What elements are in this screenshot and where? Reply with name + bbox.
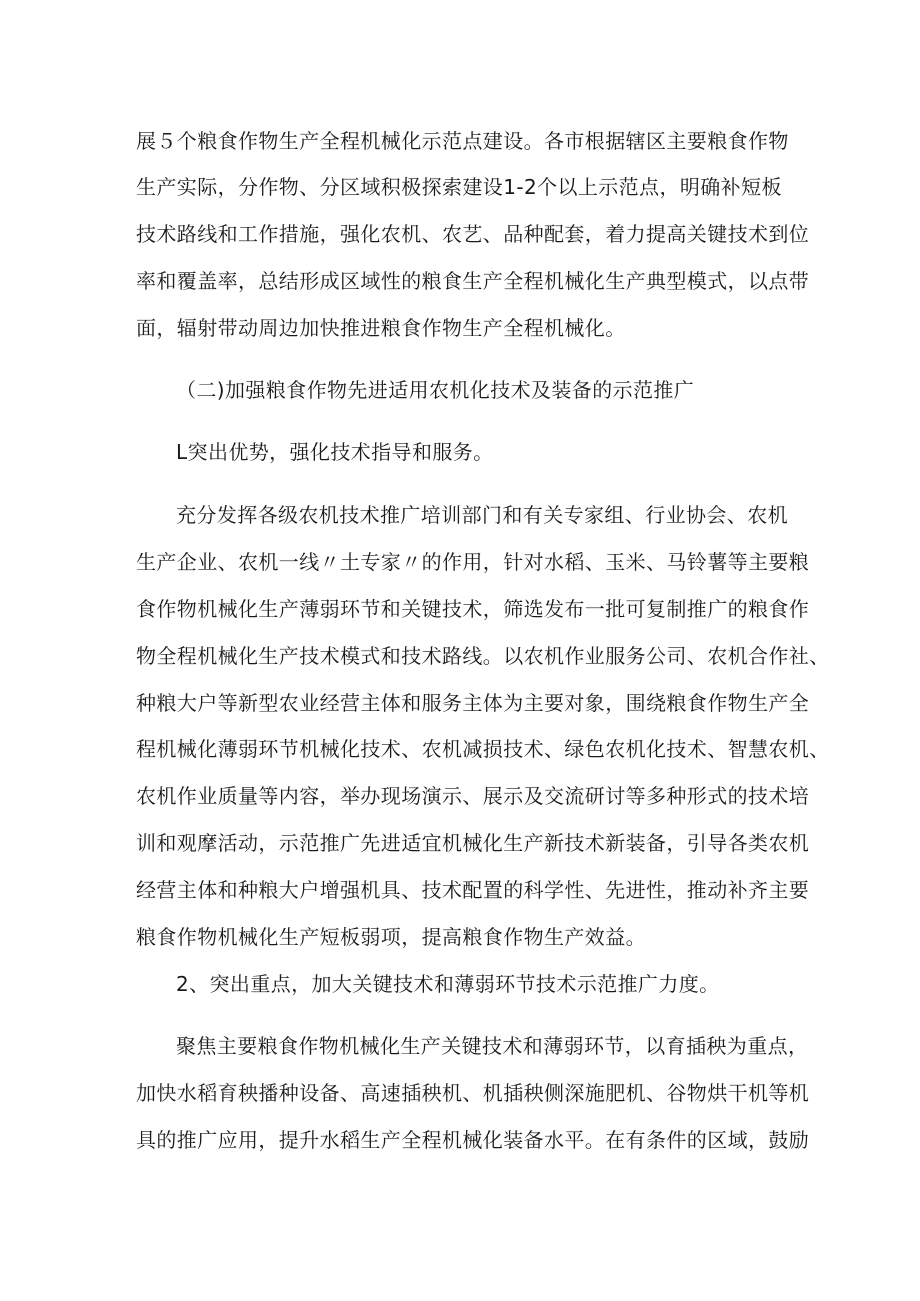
paragraph-1-line: 率和覆盖率，总结形成区域性的粮食生产全程机械化生产典型模式，以点带	[136, 269, 810, 293]
paragraph-2-line: 粮食作物机械化生产短板弱项，提高粮食作物生产效益。	[136, 925, 646, 949]
subheading-2: 2、突出重点，加大关键技术和薄弱环节技术示范推广力度。	[176, 972, 720, 996]
paragraph-2-line: 种粮大户等新型农业经营主体和服务主体为主要对象，围绕粮食作物生产全	[136, 691, 810, 715]
paragraph-1-line: 展５个粮食作物生产全程机械化示范点建设。各市根据辖区主要粮食作物	[136, 129, 789, 153]
paragraph-2-line: 经营主体和种粮大户增强机具、技术配置的科学性、先进性，推动补齐主要	[136, 878, 810, 902]
paragraph-2-line: 程机械化薄弱环节机械化技术、农机减损技术、绿色农机化技术、智慧农机、	[136, 737, 830, 761]
paragraph-2-line: 食作物机械化生产薄弱环节和关键技术，筛选发布一批可复制推广的粮食作	[136, 597, 810, 621]
paragraph-2-line: 充分发挥各级农机技术推广培训部门和有关专家组、行业协会、农机	[176, 503, 788, 527]
paragraph-2-line: 训和观摩活动，示范推广先进适宜机械化生产新技术新装备，引导各类农机	[136, 831, 810, 855]
paragraph-2-line: 生产企业、农机一线〃土专家〃的作用，针对水稻、玉米、马铃薯等主要粮	[136, 550, 810, 574]
paragraph-3-line: 加快水稻育秧播种设备、高速插秧机、机插秧侧深施肥机、谷物烘干机等机	[136, 1081, 810, 1105]
paragraph-1-line: 生产实际，分作物、分区域积极探索建设1-2个以上示范点，明确补短板	[136, 175, 782, 199]
paragraph-2-line: 农机作业质量等内容，举办现场演示、展示及交流研讨等多种形式的技术培	[136, 784, 810, 808]
subheading-1: L突出优势，强化技术指导和服务。	[176, 440, 494, 464]
paragraph-3-line: 具的推广应用，提升水稻生产全程机械化装备水平。在有条件的区域，鼓励	[136, 1128, 810, 1152]
section-heading: （二)加强粮食作物先进适用农机化技术及装备的示范推广	[176, 378, 695, 402]
paragraph-1-line: 技术路线和工作措施，强化农机、农艺、品种配套，着力提高关键技术到位	[136, 222, 810, 246]
paragraph-1-line: 面，辐射带动周边加快推进粮食作物生产全程机械化。	[136, 316, 626, 340]
paragraph-2-line: 物全程机械化生产技术模式和技术路线。以农机作业服务公司、农机合作社、	[136, 644, 830, 668]
paragraph-3-line: 聚焦主要粮食作物机械化生产关键技术和薄弱环节，以育插秧为重点，	[176, 1034, 809, 1058]
